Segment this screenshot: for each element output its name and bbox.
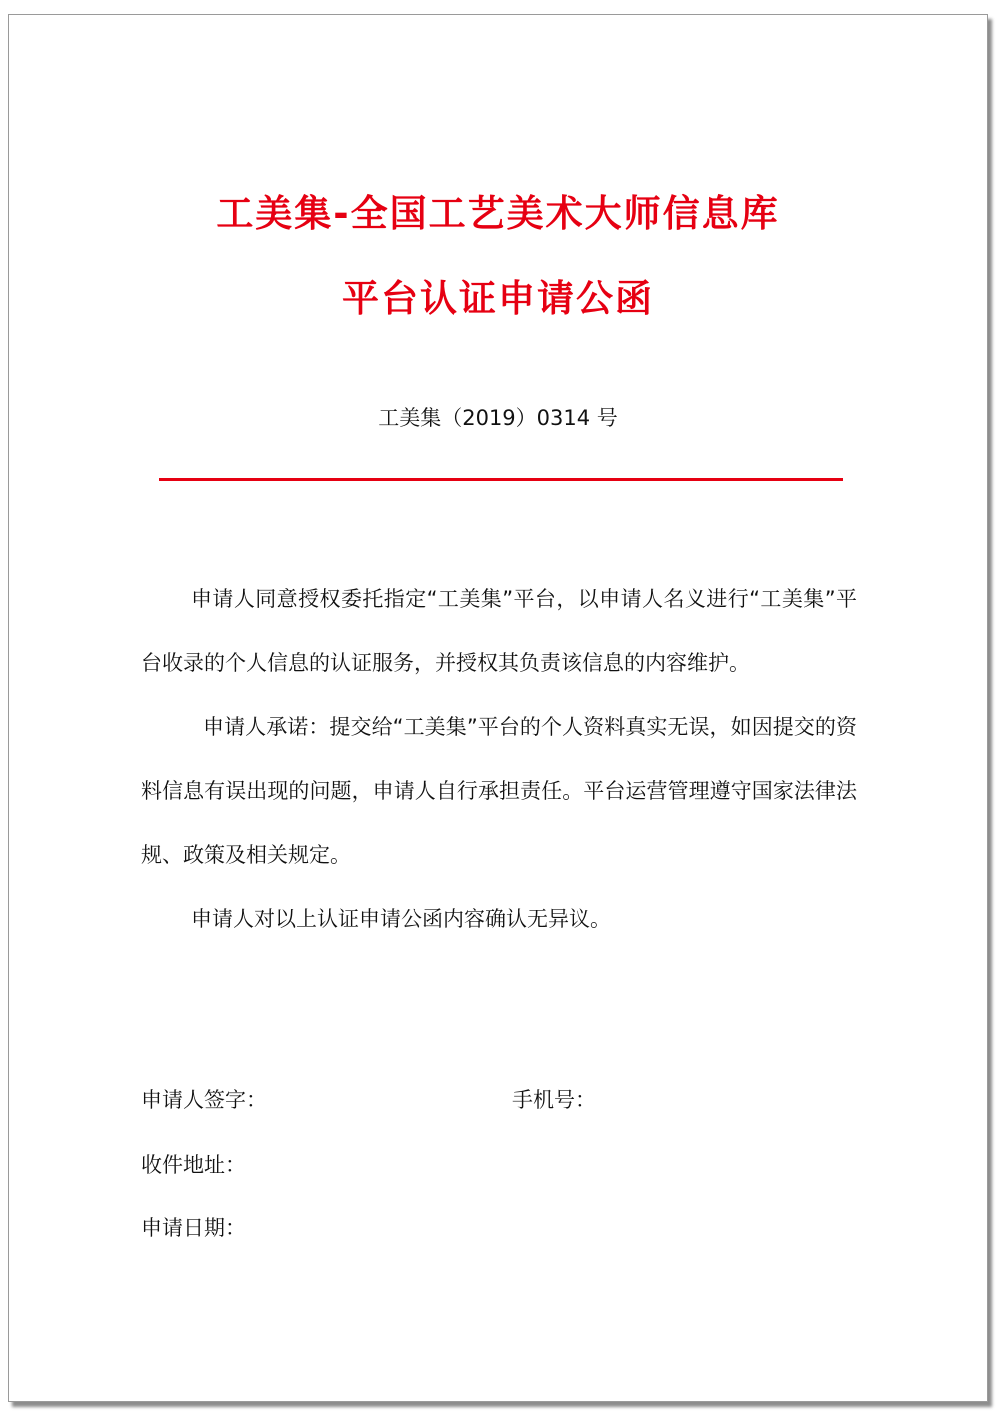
address-field-label: 收件地址：	[141, 1153, 246, 1177]
body-paragraph-authorization: 申请人同意授权委托指定“工美集”平台，以申请人名义进行“工美集”平台收录的个人信息的认证服务，并授权其负责该信息的内容维护。	[141, 587, 857, 675]
letter-body	[141, 567, 857, 951]
document-number: 工美集（2019）0314 号	[378, 406, 618, 430]
document-page	[8, 14, 988, 1402]
signature-field-label: 申请人签字：	[141, 1088, 267, 1112]
body-paragraph-commitment: 申请人承诺：提交给“工美集”平台的个人资料真实无误，如因提交的资料信息有误出现的问题，申请人自行承担责任。平台运营管理遵守国家法律法规、政策及相关规定。	[141, 715, 857, 867]
header-divider	[159, 478, 843, 481]
phone-field-label: 手机号：	[512, 1088, 596, 1112]
body-paragraph-confirmation: 申请人对以上认证申请公函内容确认无异议。	[191, 907, 611, 931]
document-subtitle: 平台认证申请公函	[342, 277, 654, 320]
date-field-label: 申请日期：	[141, 1216, 246, 1240]
document-title: 工美集-全国工艺美术大师信息库	[216, 192, 780, 235]
